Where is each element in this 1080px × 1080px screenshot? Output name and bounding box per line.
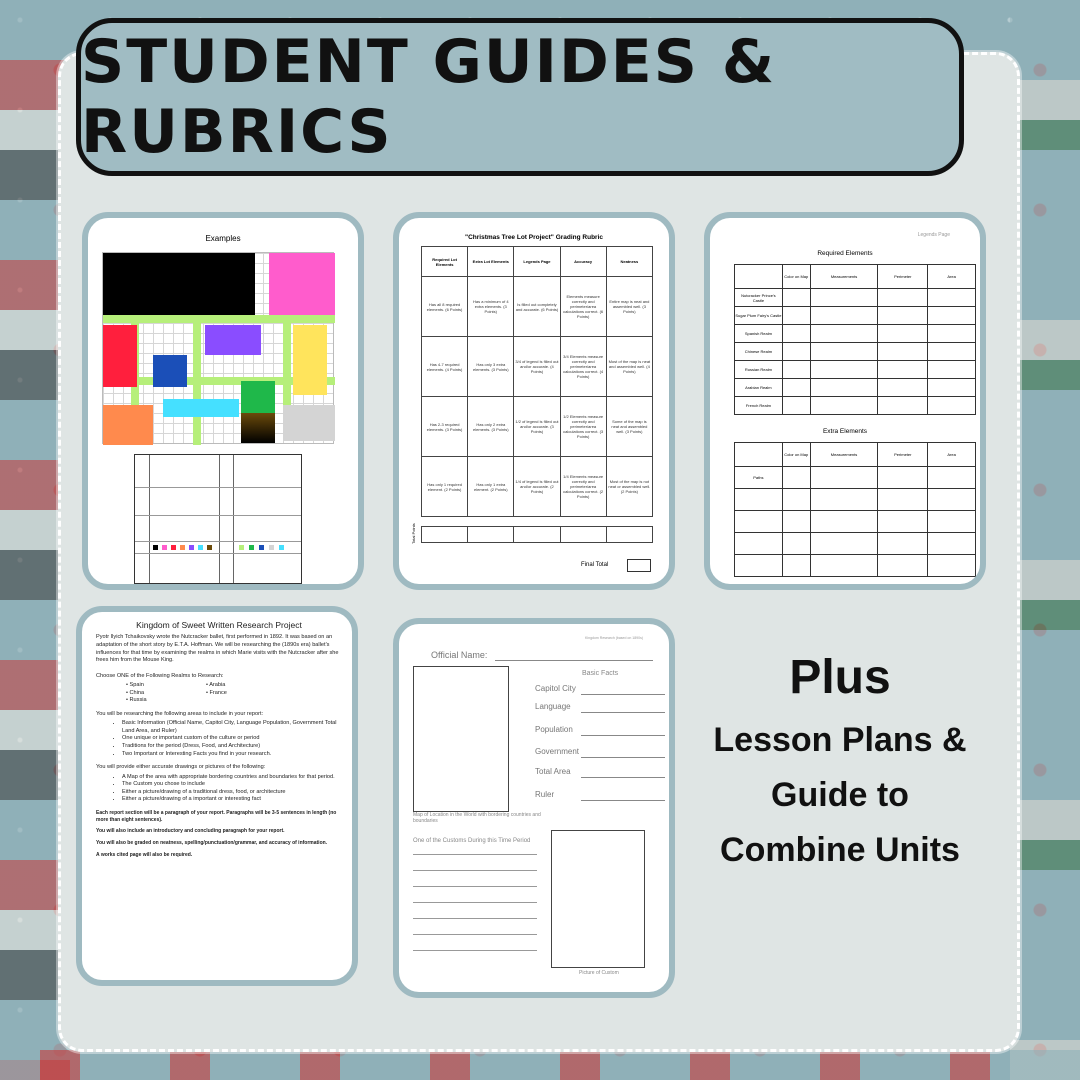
research-note: You will also be graded on neatness, spelling/punctuation/grammar, and accuracy of information. bbox=[96, 840, 328, 847]
example-map bbox=[102, 252, 334, 444]
example-block-orange bbox=[103, 405, 153, 445]
fact-label: Government bbox=[535, 747, 580, 756]
rubric-cell: 3/4 Elements measure correctly and perimeter/area calculations correct. (4 Points) bbox=[560, 337, 606, 397]
rubric-cell: Most of the map is not neat or assembled well. (2 Points) bbox=[606, 457, 652, 517]
rubric-cell: 3/4 of legend is filled out and/or accurate. (4 Points) bbox=[514, 337, 560, 397]
rubric-header: Neatness bbox=[606, 247, 652, 277]
required-elements-title: Required Elements bbox=[817, 250, 873, 257]
drawings-intro: You will provide either accurate drawings or pictures of the following: bbox=[96, 764, 266, 771]
fact-label: Ruler bbox=[535, 790, 555, 799]
rubric-cell: 1/4 Elements measure correctly and perimeter/area calculations correct. (2 Points) bbox=[560, 457, 606, 517]
basic-facts-label: Basic Facts bbox=[582, 670, 619, 677]
legend-row-label: Spanish Realm bbox=[735, 325, 783, 343]
official-name-line bbox=[495, 660, 653, 661]
total-points-row bbox=[421, 526, 653, 543]
rubric-cell: Most of the map is neat and assembled well. (4 Points) bbox=[606, 337, 652, 397]
legend-row-label: Arabian Realm bbox=[735, 379, 783, 397]
title-banner bbox=[76, 18, 964, 176]
example-block-yellow bbox=[293, 325, 327, 395]
rubric-cell: Has 2-3 required elements. (3 Points) bbox=[422, 397, 468, 457]
plus-line: Guide to bbox=[771, 776, 909, 815]
example-block-black bbox=[103, 253, 255, 315]
rubric-table bbox=[421, 246, 653, 517]
extra-elements-title: Extra Elements bbox=[822, 428, 868, 435]
rubric-header: Accuracy bbox=[560, 247, 606, 277]
legend-card bbox=[704, 212, 986, 590]
research-note: You will also include an introductory and concluding paragraph for your report. bbox=[96, 828, 285, 835]
required-elements-table: Color on Map Measurements Perimeter Area Nutcracker Prince's Castle Sugar Plum Fairy's Castle Spanish Realm Chinese Realm Russian Realm Arabian Realm French Realm bbox=[734, 264, 976, 415]
rubric-cell: 1/2 Elements measure correctly and perimeter/area calculations correct. (3 Points) bbox=[560, 397, 606, 457]
example-block-blue bbox=[153, 355, 187, 387]
examples-heading: Examples bbox=[205, 234, 241, 243]
rubric-cell: Has only 1 required element. (2 Points) bbox=[422, 457, 468, 517]
areas-intro: You will be researching the following areas to include in your report: bbox=[96, 710, 264, 717]
fact-label: Language bbox=[535, 702, 571, 711]
rubric-cell: 1/2 of legend is filled out and/or accurate. (3 Points) bbox=[514, 397, 560, 457]
plus-callout bbox=[690, 650, 990, 878]
example-legend-table bbox=[134, 454, 302, 584]
legend-row-label: Sugar Plum Fairy's Castle bbox=[735, 307, 783, 325]
fact-label: Capitol City bbox=[535, 684, 576, 693]
example-block-brown bbox=[241, 413, 275, 443]
rubric-header: Required Lot Elements bbox=[422, 247, 468, 277]
example-block-cyan bbox=[163, 399, 239, 417]
custom-picture-box bbox=[551, 830, 645, 968]
drawings-list: • A Map of the area with appropriate bordering countries and boundaries for that period. • The Custom you chose to include • Either a picture/drawing of a traditional dress, food, or architecture • Either a picture/drawing of a important or interesting fact bbox=[96, 774, 342, 804]
final-total-box bbox=[627, 559, 651, 572]
research-form-card bbox=[393, 618, 675, 998]
total-points-label: Total Points bbox=[411, 523, 416, 544]
legend-page-tag: Legends Page bbox=[917, 232, 950, 238]
rubric-cell: Has only 1 extra element. (2 Points) bbox=[468, 457, 514, 517]
legend-row-label: Chinese Realm bbox=[735, 343, 783, 361]
rubric-cell: Entire map is neat and assembled well. (3 Points) bbox=[606, 277, 652, 337]
plus-heading: Plus bbox=[789, 651, 891, 704]
legend-row-label: French Realm bbox=[735, 397, 783, 415]
right-decorative-border bbox=[1010, 0, 1080, 1080]
rubric-cell: Some of the map is neat and assembled well. (3 Points) bbox=[606, 397, 652, 457]
research-title: Kingdom of Sweet Written Research Project bbox=[136, 620, 302, 630]
rubric-cell: 1/4 of legend is filled out and/or accurate. (2 Points) bbox=[514, 457, 560, 517]
rubric-cell: Has only 2 extra elements. (3 Points) bbox=[468, 397, 514, 457]
examples-card bbox=[82, 212, 364, 590]
research-project-card bbox=[76, 606, 358, 986]
realms-prompt: Choose ONE of the Following Realms to Research: bbox=[96, 672, 224, 679]
example-block-red bbox=[103, 325, 137, 387]
rubric-cell: Elements measure correctly and perimeter/area calculations correct. (6 Points) bbox=[560, 277, 606, 337]
plus-line: Combine Units bbox=[720, 831, 960, 870]
realms-list: • Spain • Arabia • China • France • Russia bbox=[126, 682, 227, 704]
example-block-green bbox=[241, 381, 275, 413]
legend-row-label: Nutcracker Prince's Castle bbox=[735, 289, 783, 307]
research-intro: Pyotr Ilyich Tchaikovsky wrote the Nutcracker ballet, first performed in 1892. It was based on an adaptation of the short story by E.T.A. Hoffman. We will be researching the (1890s era) ballet's influences for that time by examining the realms in which Marie visits with the Nutcracker after she frees him from the Mouse King. bbox=[96, 634, 339, 664]
form-tag: Kingdom Research (based on 1890s) bbox=[585, 636, 643, 640]
areas-list: • Basic Information (Official Name, Capitol City, Language Population, Government Total Land Area, and Ruler) • One unique or important custom of the culture or period • Traditions for the period (Dress, Food, and Architecture) • Two Important or Interesting Facts you find in your research. bbox=[96, 720, 342, 758]
research-note: A works cited page will also be required. bbox=[96, 851, 193, 858]
legend-row-label: Paths bbox=[735, 467, 783, 489]
rubric-title: "Christmas Tree Lot Project" Grading Rubric bbox=[465, 234, 603, 241]
page-title: STUDENT GUIDES & RUBRICS bbox=[81, 27, 777, 167]
custom-picture-caption: Picture of Custom bbox=[579, 970, 619, 976]
bottom-decorative-border bbox=[0, 1050, 1080, 1080]
research-note: Each report section will be a paragraph of your report. Paragraphs will be 3-5 sentences in length (no more than eight sentences). bbox=[96, 809, 337, 823]
map-caption: Map of Location in the World with bordering countries and boundaries bbox=[413, 812, 541, 824]
rubric-card bbox=[393, 212, 675, 590]
rubric-header: Legends Page bbox=[514, 247, 560, 277]
rubric-cell: Is filled out completely and accurate. (6 Points) bbox=[514, 277, 560, 337]
final-total-label: Final Total bbox=[581, 562, 609, 568]
example-block-gray bbox=[283, 405, 335, 441]
rubric-cell: Has only 3 extra elements. (3 Points) bbox=[468, 337, 514, 397]
extra-elements-table: Color on Map Measurements Perimeter Area Paths bbox=[734, 442, 976, 577]
fact-label: Population bbox=[535, 725, 573, 734]
official-name-label: Official Name: bbox=[431, 650, 488, 660]
legend-row-label: Russian Realm bbox=[735, 361, 783, 379]
plus-line: Lesson Plans & bbox=[713, 721, 967, 759]
rubric-cell: Has all 8 required elements. (6 Points) bbox=[422, 277, 468, 337]
rubric-cell: Has 4-7 required elements. (4 Points) bbox=[422, 337, 468, 397]
map-box bbox=[413, 666, 509, 812]
example-block-purple bbox=[205, 325, 261, 355]
example-block-pink bbox=[269, 253, 335, 315]
fact-label: Total Area bbox=[535, 767, 571, 776]
rubric-header: Extra Lot Elements bbox=[468, 247, 514, 277]
customs-label: One of the Customs During this Time Period bbox=[413, 838, 531, 844]
rubric-cell: Has a minimum of 4 extra elements. (3 Points) bbox=[468, 277, 514, 337]
